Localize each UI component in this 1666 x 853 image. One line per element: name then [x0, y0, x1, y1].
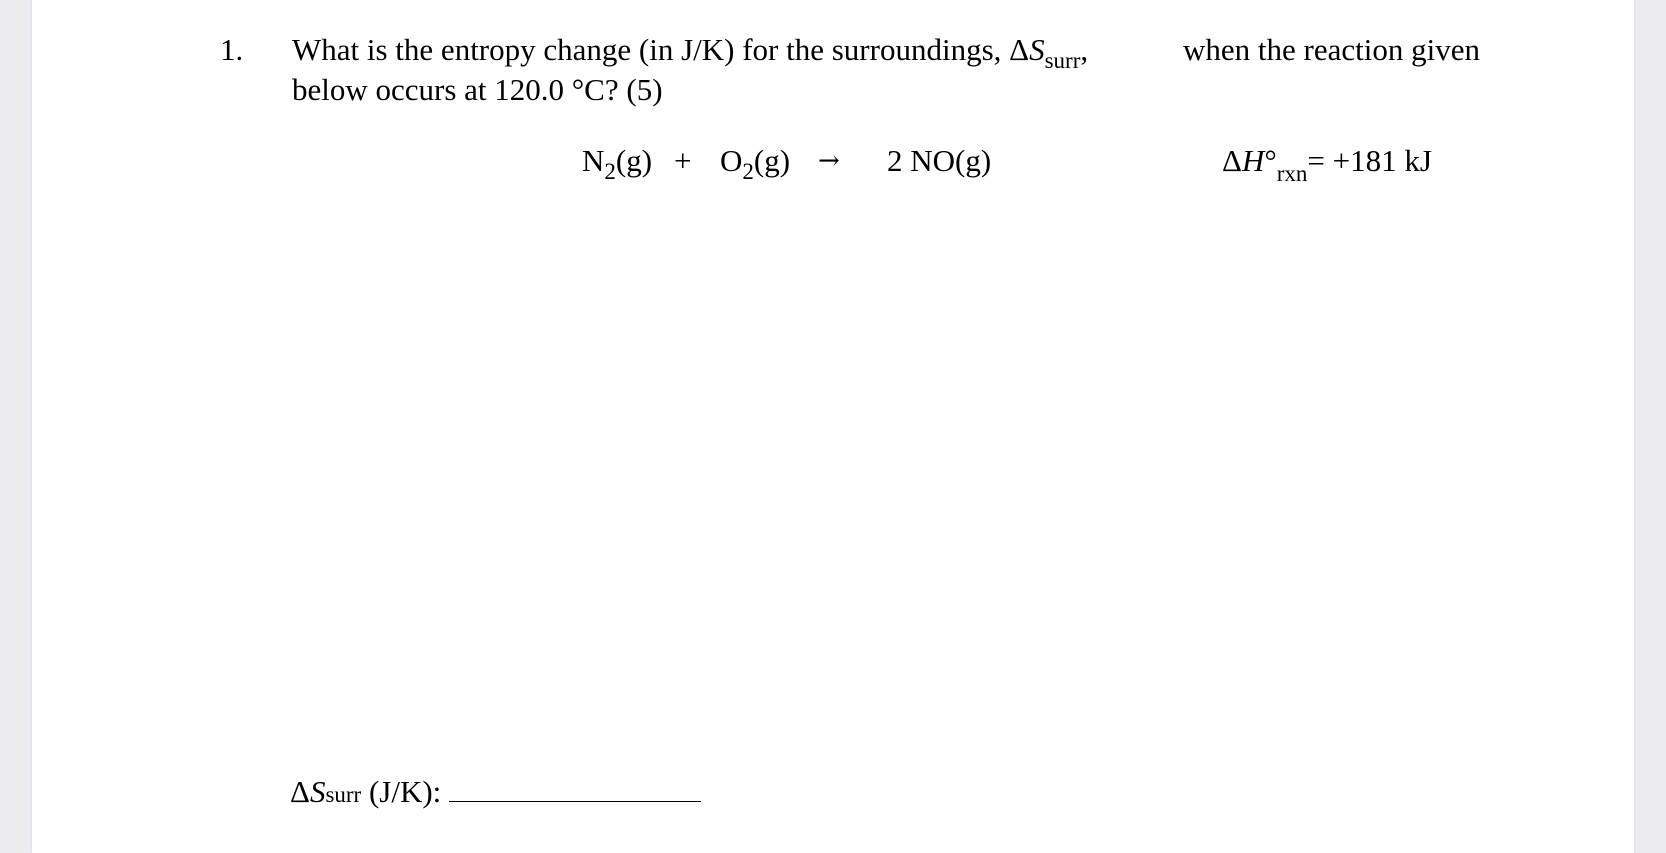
- n2-base: N: [582, 143, 605, 178]
- question-line-2: below occurs at 120.0 °C? (5): [292, 72, 663, 107]
- question-number: 1.: [220, 32, 244, 67]
- question-text-end: when the reaction given: [1183, 32, 1480, 67]
- question-line-1-main: [292, 30, 1089, 73]
- enthalpy-delta: Δ: [1222, 143, 1242, 178]
- answer-blank[interactable]: [449, 773, 701, 802]
- o2-phase: (g): [753, 143, 791, 178]
- answer-units-label: (J/K):: [368, 774, 442, 809]
- o2-subscript: 2: [742, 159, 754, 184]
- entropy-symbol: S: [1029, 32, 1045, 67]
- answer-entropy-symbol: S: [309, 774, 326, 809]
- n2-subscript: 2: [604, 159, 616, 184]
- question-text-start: What is the entropy change (in J/K) for the surroundings, Δ: [292, 32, 1030, 67]
- n2-phase: (g): [615, 143, 653, 178]
- worksheet-page: [32, 0, 1634, 853]
- enthalpy-change: [1222, 141, 1432, 184]
- reactant-o2: [720, 141, 791, 184]
- answer-line: Δ S surr (J/K):: [290, 772, 701, 812]
- enthalpy-subscript: rxn: [1276, 161, 1308, 186]
- enthalpy-value: = +181 kJ: [1307, 143, 1432, 178]
- reactant-n2: [582, 141, 653, 184]
- reaction-arrow-icon: →: [818, 146, 840, 176]
- enthalpy-degree: °: [1264, 143, 1277, 178]
- o2-base: O: [720, 143, 743, 178]
- question-comma: ,: [1080, 32, 1089, 67]
- product-no: 2 NO(g): [887, 143, 992, 178]
- equation-plus: +: [674, 143, 692, 178]
- answer-delta: Δ: [290, 774, 310, 809]
- enthalpy-symbol: H: [1241, 143, 1265, 178]
- question-text: [292, 30, 1480, 110]
- question-line-1: [292, 30, 1480, 73]
- entropy-subscript: surr: [1044, 48, 1081, 73]
